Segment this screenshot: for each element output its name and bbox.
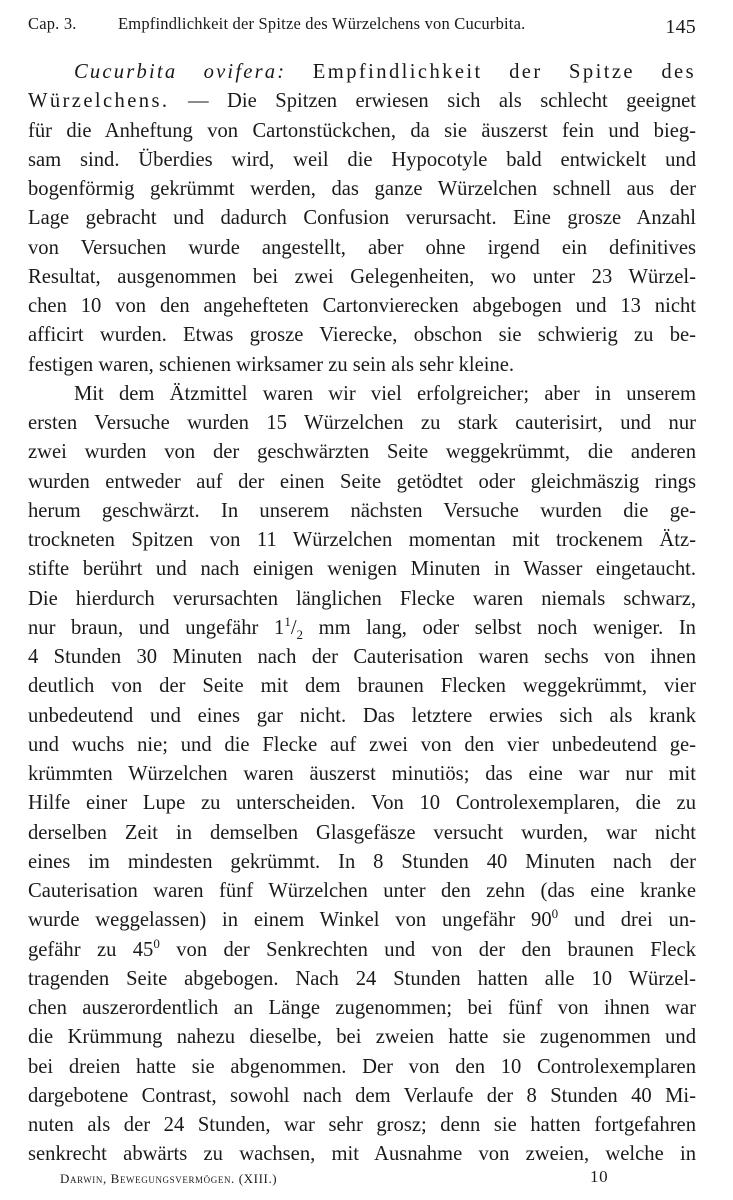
text-line: [28, 760, 696, 789]
text-line: [28, 936, 696, 965]
text-segment: Resultat, ausgenommen bei zwei Gelegenheiten, wo unter 23 Würzel-: [28, 265, 696, 288]
page-number: 145: [665, 16, 696, 38]
text-segment: stifte berührt und nach einigen wenigen Minuten in Wasser eingetaucht.: [28, 558, 696, 581]
text-line: [28, 497, 696, 526]
text-line: [28, 643, 696, 672]
text-line: [28, 994, 696, 1023]
text-segment: nuten als der 24 Stunden, war sehr grosz; denn sie hatten fortgefahren: [28, 1114, 696, 1136]
text-segment: dargebotene Contrast, sowohl nach dem Verlaufe der 8 Stunden 40 Mi-: [28, 1084, 696, 1107]
text-line: [28, 555, 696, 584]
text-segment: derselben Zeit in demselben Glasgefäsze versucht wurden, war nicht: [28, 821, 696, 844]
text-segment: 0: [551, 906, 559, 922]
text-segment: Lage gebracht und dadurch Confusion verursacht. Eine grosze Anzahl: [28, 207, 696, 230]
text-line: [28, 1053, 696, 1082]
text-segment: trockneten Spitzen von 11 Würzelchen momentan mit trockenem Ätz-: [28, 529, 696, 551]
text-line: [28, 1082, 696, 1111]
text-segment: /: [290, 616, 297, 639]
text-line: [28, 848, 696, 877]
text-line: [28, 438, 696, 467]
text-segment: ersten Versuche wurden 15 Würzelchen zu stark cauterisirt, und nur: [28, 412, 696, 434]
text-line: [28, 819, 696, 848]
text-line: [28, 614, 696, 643]
text-segment: Hilfe einer Lupe zu unterscheiden. Von 10 Controlexemplaren, die zu: [28, 792, 696, 815]
text-segment: bei dreien hatte sie abgenommen. Der von den 10 Controlexemplaren: [28, 1055, 696, 1078]
text-line: [28, 58, 696, 87]
text-line: [28, 468, 696, 497]
text-segment: sam sind. Überdies wird, weil die Hypocotyle bald entwickelt und: [28, 148, 696, 171]
text-segment: Mit dem Ätzmittel waren wir viel erfolgreicher; aber in unserem: [74, 382, 696, 405]
running-head: [28, 12, 696, 38]
text-segment: Die hierdurch verursachten länglichen Flecke waren niemals schwarz,: [28, 587, 696, 610]
text-segment: gefähr zu 45: [28, 938, 154, 961]
text-segment: herum geschwärzt. In unserem nächsten Versuche wurden die ge-: [28, 499, 696, 522]
text-segment: und drei un-: [558, 909, 696, 932]
text-line: [28, 1111, 696, 1140]
page-footer: [60, 1167, 700, 1191]
text-segment: bogenförmig gekrümmt werden, das ganze Würzelchen schnell aus der: [28, 178, 696, 200]
text-line: [28, 175, 696, 204]
text-segment: und wuchs nie; und die Flecke auf zwei von den vier unbedeutend ge-: [28, 733, 696, 756]
signature-mark: Darwin, Bewegungsvermögen. (XIII.): [60, 1171, 278, 1186]
text-line: [28, 146, 696, 175]
text-line: [28, 351, 696, 380]
text-segment: 4 Stunden 30 Minuten nach der Cauterisation waren sechs von ihnen: [28, 646, 696, 668]
text-segment: von der Senkrechten und von der den braunen Fleck: [159, 938, 696, 961]
sheet-number: 10: [590, 1167, 609, 1186]
text-segment: für die Anheftung von Cartonstückchen, da sie äuszerst fein und bieg-: [28, 119, 696, 142]
text-segment: nur braun, und ungefähr 1: [28, 616, 285, 639]
text-segment: Cucurbita ovifera:: [74, 61, 287, 83]
text-segment: von Versuchen wurde angestellt, aber ohne irgend ein definitives: [28, 236, 696, 259]
text-segment: 1: [284, 613, 291, 629]
text-line: [28, 877, 696, 906]
text-line: [28, 321, 696, 350]
body-text: [28, 58, 696, 1170]
text-segment: eines im mindesten gekrümmt. In 8 Stunden 40 Minuten nach der: [28, 850, 696, 873]
text-segment: Würzelchens.: [28, 90, 170, 113]
text-line: [28, 1140, 696, 1169]
text-segment: — Die Spitzen erwiesen sich als schlecht geeignet: [169, 90, 696, 113]
text-segment: wurden entweder auf der einen Seite getödtet oder gleichmäszig rings: [28, 470, 696, 493]
text-segment: mm lang, oder selbst noch weniger. In: [303, 616, 696, 639]
text-segment: deutlich von der Seite mit dem braunen Flecken weggekrümmt, vier: [28, 675, 696, 698]
text-segment: afficirt wurden. Etwas grosze Vierecke, obschon sie schwierig zu be-: [28, 324, 696, 347]
text-segment: tragenden Seite abgebogen. Nach 24 Stunden hatten alle 10 Würzel-: [28, 967, 696, 990]
text-segment: unbedeutend und eines gar nicht. Das letztere erwies sich als krank: [28, 704, 696, 727]
text-segment: Empfindlichkeit der Spitze des: [286, 61, 696, 83]
text-line: [28, 409, 696, 438]
text-line: [28, 585, 696, 614]
text-line: [28, 380, 696, 409]
text-segment: krümmten Würzelchen waren äuszerst minutiös; das eine war nur mit: [28, 763, 696, 785]
text-segment: wurde weggelassen) in einem Winkel von ungefähr 90: [28, 909, 552, 932]
text-line: [28, 292, 696, 321]
chapter-label: Cap. 3.: [28, 14, 77, 33]
running-title: Empfindlichkeit der Spitze des Würzelchens von Cucurbita.: [118, 14, 526, 33]
text-segment: Cauterisation waren fünf Würzelchen unter den zehn (das eine kranke: [28, 880, 696, 902]
text-line: [28, 117, 696, 146]
text-line: [28, 672, 696, 701]
text-line: [28, 965, 696, 994]
text-segment: senkrecht abwärts zu wachsen, mit Ausnahme von zweien, welche in: [28, 1143, 696, 1166]
text-segment: 2: [296, 626, 304, 642]
text-line: [28, 789, 696, 818]
text-segment: festigen waren, schienen wirksamer zu sein als sehr kleine.: [28, 353, 515, 376]
text-segment: chen auszerordentlich an Länge zugenommen; bei fünf von ihnen war: [28, 997, 696, 1019]
text-line: [28, 526, 696, 555]
text-line: [28, 702, 696, 731]
text-segment: zwei wurden von der geschwärzten Seite weggekrümmt, die anderen: [28, 441, 696, 464]
text-line: [28, 234, 696, 263]
text-line: [28, 87, 696, 116]
text-line: [28, 731, 696, 760]
text-segment: chen 10 von den angehefteten Cartonvierecken abgebogen und 13 nicht: [28, 295, 696, 317]
text-segment: 0: [153, 935, 160, 951]
text-line: [28, 906, 696, 935]
text-line: [28, 1023, 696, 1052]
text-line: [28, 263, 696, 292]
text-line: [28, 204, 696, 233]
text-segment: die Krümmung nahezu dieselbe, bei zweien hatte sie zugenommen und: [28, 1026, 696, 1049]
